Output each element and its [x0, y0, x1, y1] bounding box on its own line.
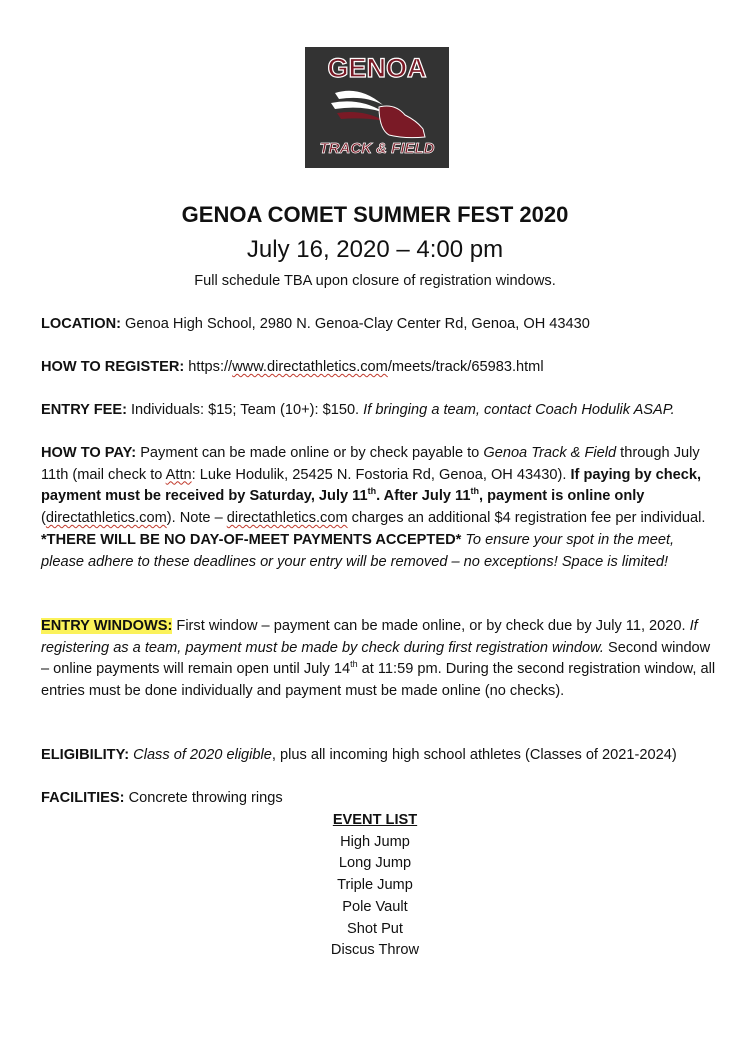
pay-bold-2: . After July 11: [376, 488, 471, 505]
eligibility-section: [41, 745, 716, 767]
pay-bold-4: *THERE WILL BE NO DAY-OF-MEET PAYMENTS ACCEPTED*: [41, 531, 462, 548]
pay-bold-3: , payment is online only: [478, 488, 645, 505]
schedule-note: Full schedule TBA upon closure of registration windows.: [194, 273, 556, 289]
pay-sup-1: th: [367, 486, 377, 497]
pay-text-5: ). Note –: [166, 510, 227, 527]
pay-bold-1: If paying by check, payment must be received by Saturday, July 11: [41, 466, 702, 505]
windows-sup: th: [350, 659, 358, 670]
event-list: [0, 810, 750, 962]
event-list-item: Triple Jump: [337, 877, 413, 894]
windows-label: ENTRY WINDOWS:: [41, 618, 173, 634]
register-section: [41, 357, 716, 379]
pay-text-2: through July 11th (mail check to: [41, 445, 700, 483]
register-url-suffix: /meets/track/65983.html: [387, 359, 544, 375]
event-date: July 16, 2020 – 4:00 pm: [246, 236, 504, 263]
winged-shoe-icon: [305, 47, 449, 168]
pay-text-6: charges an additional $4 registration fee per individual.: [347, 510, 706, 527]
event-list-item: Discus Throw: [330, 942, 420, 959]
logo-top-text: GENOA: [327, 53, 427, 83]
event-list-item: Pole Vault: [342, 898, 408, 915]
event-list-item: High Jump: [340, 833, 410, 850]
event-list-item: Long Jump: [338, 855, 412, 872]
logo-bottom-text: TRACK & FIELD: [319, 140, 435, 157]
location-text: Genoa High School, 2980 N. Genoa-Clay Center Rd, Genoa, OH 43430: [120, 316, 590, 332]
fee-section: [41, 400, 716, 422]
windows-text-2: Second window – online payments will remain open until July 14: [41, 639, 711, 678]
fee-note: If bringing a team, contact Coach Hodulik ASAP.: [363, 402, 675, 418]
register-label: HOW TO REGISTER:: [41, 359, 185, 375]
pay-text-1: Payment can be made online or by check payable to: [136, 445, 484, 461]
register-url-link[interactable]: www.directathletics.com: [232, 359, 388, 375]
windows-section: [41, 616, 716, 703]
event-list-heading: EVENT LIST: [332, 812, 418, 828]
eligibility-text: , plus all incoming high school athletes (Classes of 2021-2024): [271, 747, 677, 763]
location-section: [41, 314, 716, 336]
eligibility-italic: Class of 2020 eligible: [129, 747, 272, 763]
facilities-text: Concrete throwing rings: [124, 790, 283, 806]
pay-site-link-2[interactable]: directathletics.com: [226, 510, 348, 527]
location-label: LOCATION:: [41, 316, 121, 332]
pay-label: HOW TO PAY:: [41, 445, 137, 461]
facilities-section: [41, 788, 716, 810]
pay-sup-2: th: [470, 486, 479, 497]
pay-attn: Attn: [165, 466, 192, 483]
windows-text-3: at 11:59 pm. During the second registration window, all entries must be done individually and payment must be made online (no checks).: [41, 661, 716, 700]
pay-payee: Genoa Track & Field: [483, 445, 617, 461]
eligibility-label: ELIGIBILITY:: [41, 747, 130, 763]
fee-label: ENTRY FEE:: [41, 402, 127, 418]
pay-site-link-1[interactable]: directathletics.com: [45, 510, 167, 527]
pay-text-4: (: [41, 510, 46, 527]
pay-section: [41, 443, 716, 573]
windows-italic: If registering as a team, payment must be made by check during first registration window.: [41, 618, 698, 656]
pay-text-3: : Luke Hodulik, 25425 N. Fostoria Rd, Genoa, OH 43430).: [191, 466, 571, 483]
register-url-prefix: https://: [184, 359, 233, 375]
event-title: GENOA COMET SUMMER FEST 2020: [181, 202, 569, 227]
pay-italic-note: To ensure your spot in the meet, please adhere to these deadlines or your entry will be removed – no exceptions! Space is limited!: [41, 531, 675, 570]
windows-text-1: First window – payment can be made online, or by check due by July 11, 2020.: [172, 618, 690, 634]
facilities-label: FACILITIES:: [41, 790, 125, 806]
fee-text: Individuals: $15; Team (10+): $150.: [126, 402, 364, 418]
genoa-track-logo: [305, 47, 449, 168]
event-list-item: Shot Put: [347, 920, 403, 937]
